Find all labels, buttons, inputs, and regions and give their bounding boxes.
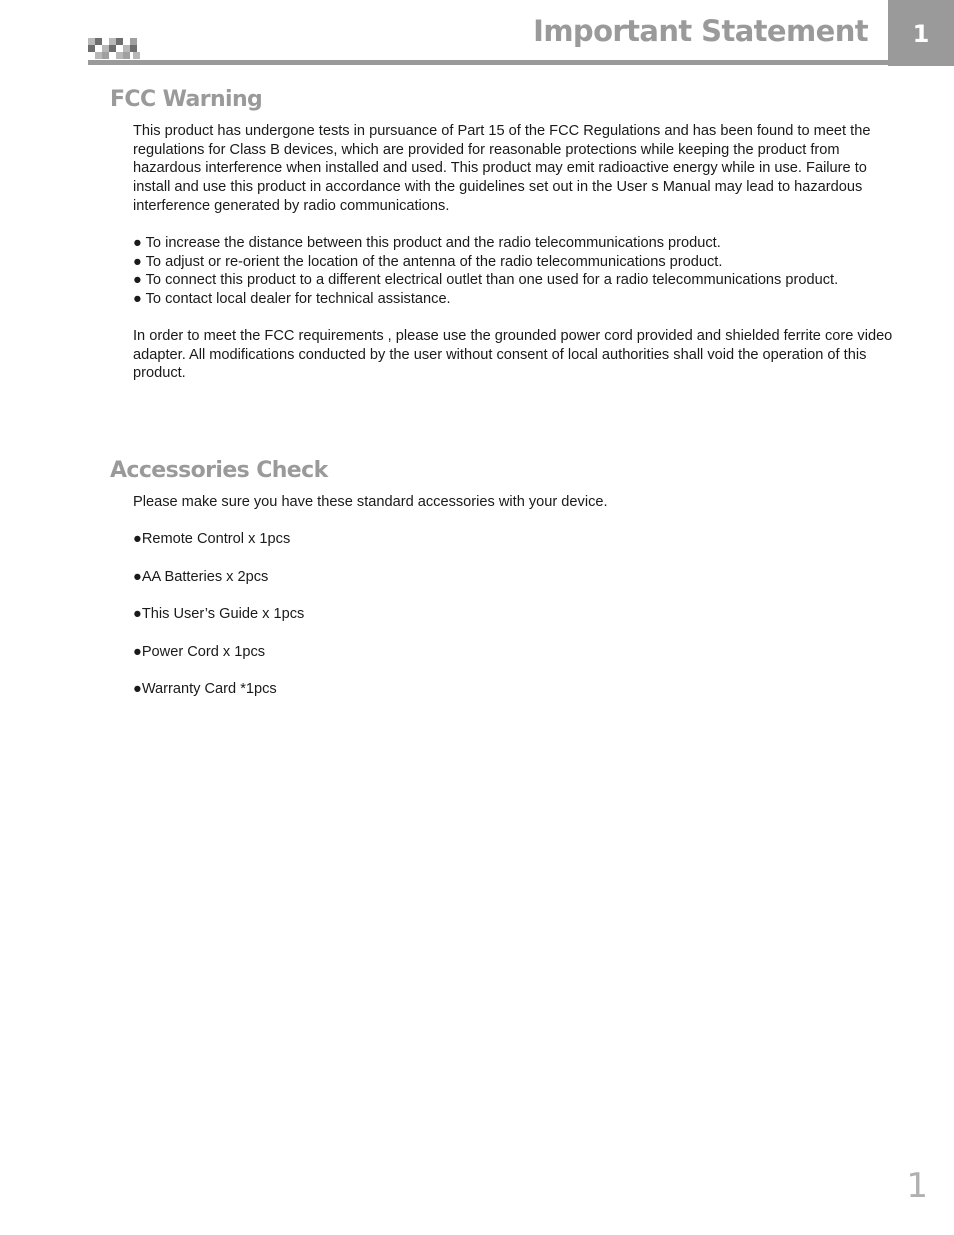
list-item: ● To adjust or re-orient the location of the antenna of the radio telecommunications product. (133, 253, 723, 270)
list-item: ● To connect this product to a different electrical outlet than one used for a radio telecommunications product. (133, 272, 839, 289)
list-item: ● To contact local dealer for technical assistance. (133, 291, 451, 308)
header-divider (88, 60, 888, 65)
fcc-bullet-list (133, 234, 913, 309)
list-item: ●This User’s Guide x 1pcs (133, 606, 305, 622)
list-item: ●AA Batteries x 2pcs (133, 568, 269, 585)
chapter-number-tab: 1 (888, 0, 954, 66)
page-header (0, 0, 954, 66)
page-number: 1 (906, 1166, 928, 1206)
accessories-list (133, 530, 304, 718)
list-item: ●Warranty Card *1pcs (133, 681, 277, 697)
list-item: ●Remote Control x 1pcs (133, 531, 291, 547)
list-item: ● To increase the distance between this product and the radio telecommunications product. (133, 235, 721, 251)
page-title: Important Statement (533, 14, 868, 48)
list-item: ●Power Cord x 1pcs (133, 643, 266, 660)
fcc-closing-paragraph: In order to meet the FCC requirements , please use the grounded power cord provided and shielded ferrite core video adapter. All modifications conducted by the user without consent of local authorities shall void the operation of this product. (133, 328, 893, 382)
fcc-warning-heading: FCC Warning (110, 87, 263, 112)
accessories-intro: Please make sure you have these standard accessories with your device. (133, 494, 608, 510)
checker-pattern-logo (88, 38, 140, 60)
fcc-intro-paragraph: This product has undergone tests in pursuance of Part 15 of the FCC Regulations and has been found to meet the regulations for Class B devices, which are provided for reasonable protections while keeping the product from hazardous interference when installed and used. This product may emit radioactive energy while in use. Failure to install and use this product in accordance with the guidelines set out in the User s Manual may lead to hazardous interference generated by radio communications. (133, 123, 871, 214)
accessories-check-heading: Accessories Check (110, 458, 328, 483)
